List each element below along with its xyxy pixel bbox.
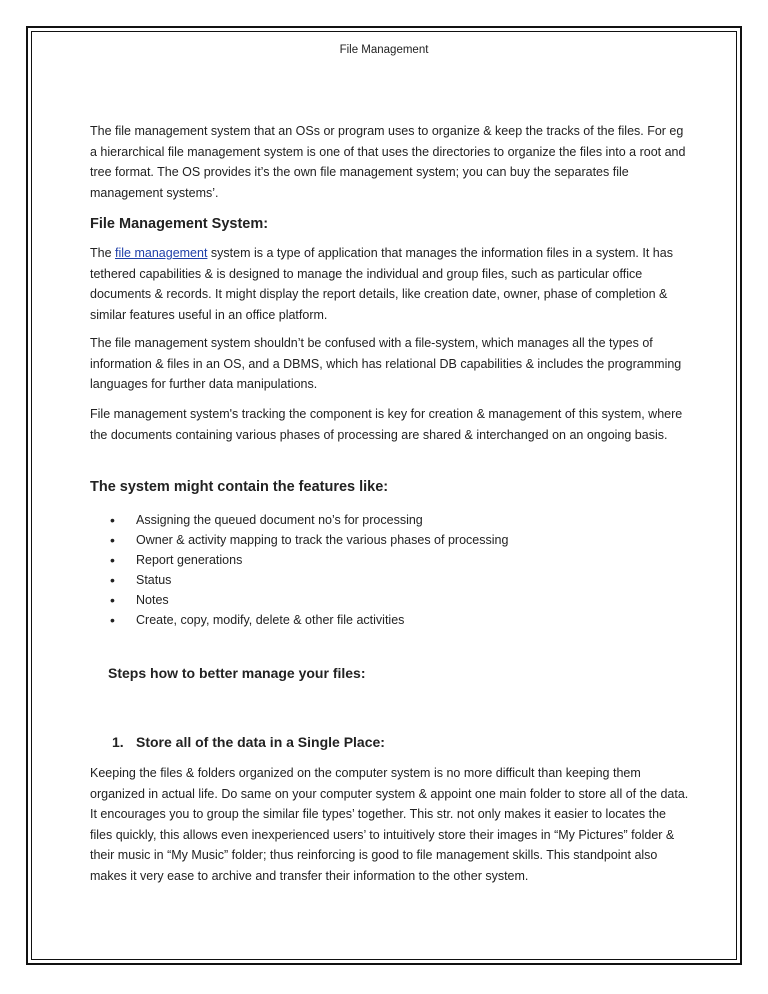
intro-paragraph: The file management system that an OSs or program uses to organize & keep the tracks of the files. For eg a hierarchical file management system is one of that uses the directories to organize the files into a root and tree format. The OS provides it’s the own file management system; you can buy the separates file management systems’. (90, 124, 686, 200)
list-item: • Create, copy, modify, delete & other file activities (110, 610, 508, 630)
step-1-number: 1. (112, 734, 124, 750)
section-heading-file-management-system: File Management System: (90, 216, 269, 232)
file-management-link[interactable]: file management (115, 246, 208, 260)
list-item: • Owner & activity mapping to track the various phases of processing (110, 530, 508, 550)
step-1-paragraph: Keeping the files & folders organized on the computer system is no more difficult than keeping them organized in actual life. Do same on your computer system & appoint one main folder to store all of the data. It encourages you to group the similar file types’ together. This str. not only makes it easier to locates the files quickly, this allows even inexperienced users’ to intuitively store their images in “My Pictures” folder & their music in “My Music” folder; thus reinforcing is good to file management skills. This standpoint also makes it very ease to archive and transfer their information to the other system. (90, 766, 689, 883)
list-item: • Assigning the queued document no’s for processing (110, 510, 508, 530)
p1-rest: system is a type of application that manages the information files in a system. It has tethered capabilities & is designed to manage the individual and group files, such as particular office documents & records. It might display the report details, like creation date, owner, phase of completion & similar features useful in an office platform. (90, 246, 673, 322)
step-1-title: Store all of the data in a Single Place: (136, 734, 385, 750)
features-list (110, 510, 508, 630)
list-item: • Report generations (110, 550, 508, 570)
section1-paragraph-1 (90, 243, 690, 325)
section-heading-steps: Steps how to better manage your files: (108, 665, 366, 681)
section1-paragraph-2: The file management system shouldn’t be confused with a file-system, which manages all the types of information & files in an OS, and a DBMS, which has relational DB capabilities & includes the programming languages for further data manipulations. (90, 336, 682, 391)
section1-paragraph-3: File management system's tracking the component is key for creation & management of this system, where the documents containing various phases of processing are shared & interchanged on an ongoing basis. (90, 407, 683, 442)
p1-prefix: The (90, 246, 116, 260)
list-item: • Status (110, 570, 508, 590)
section-heading-features: The system might contain the features like: (90, 479, 389, 495)
step-1-heading (112, 732, 385, 752)
list-item: • Notes (110, 590, 508, 610)
page-title: File Management (339, 44, 429, 56)
